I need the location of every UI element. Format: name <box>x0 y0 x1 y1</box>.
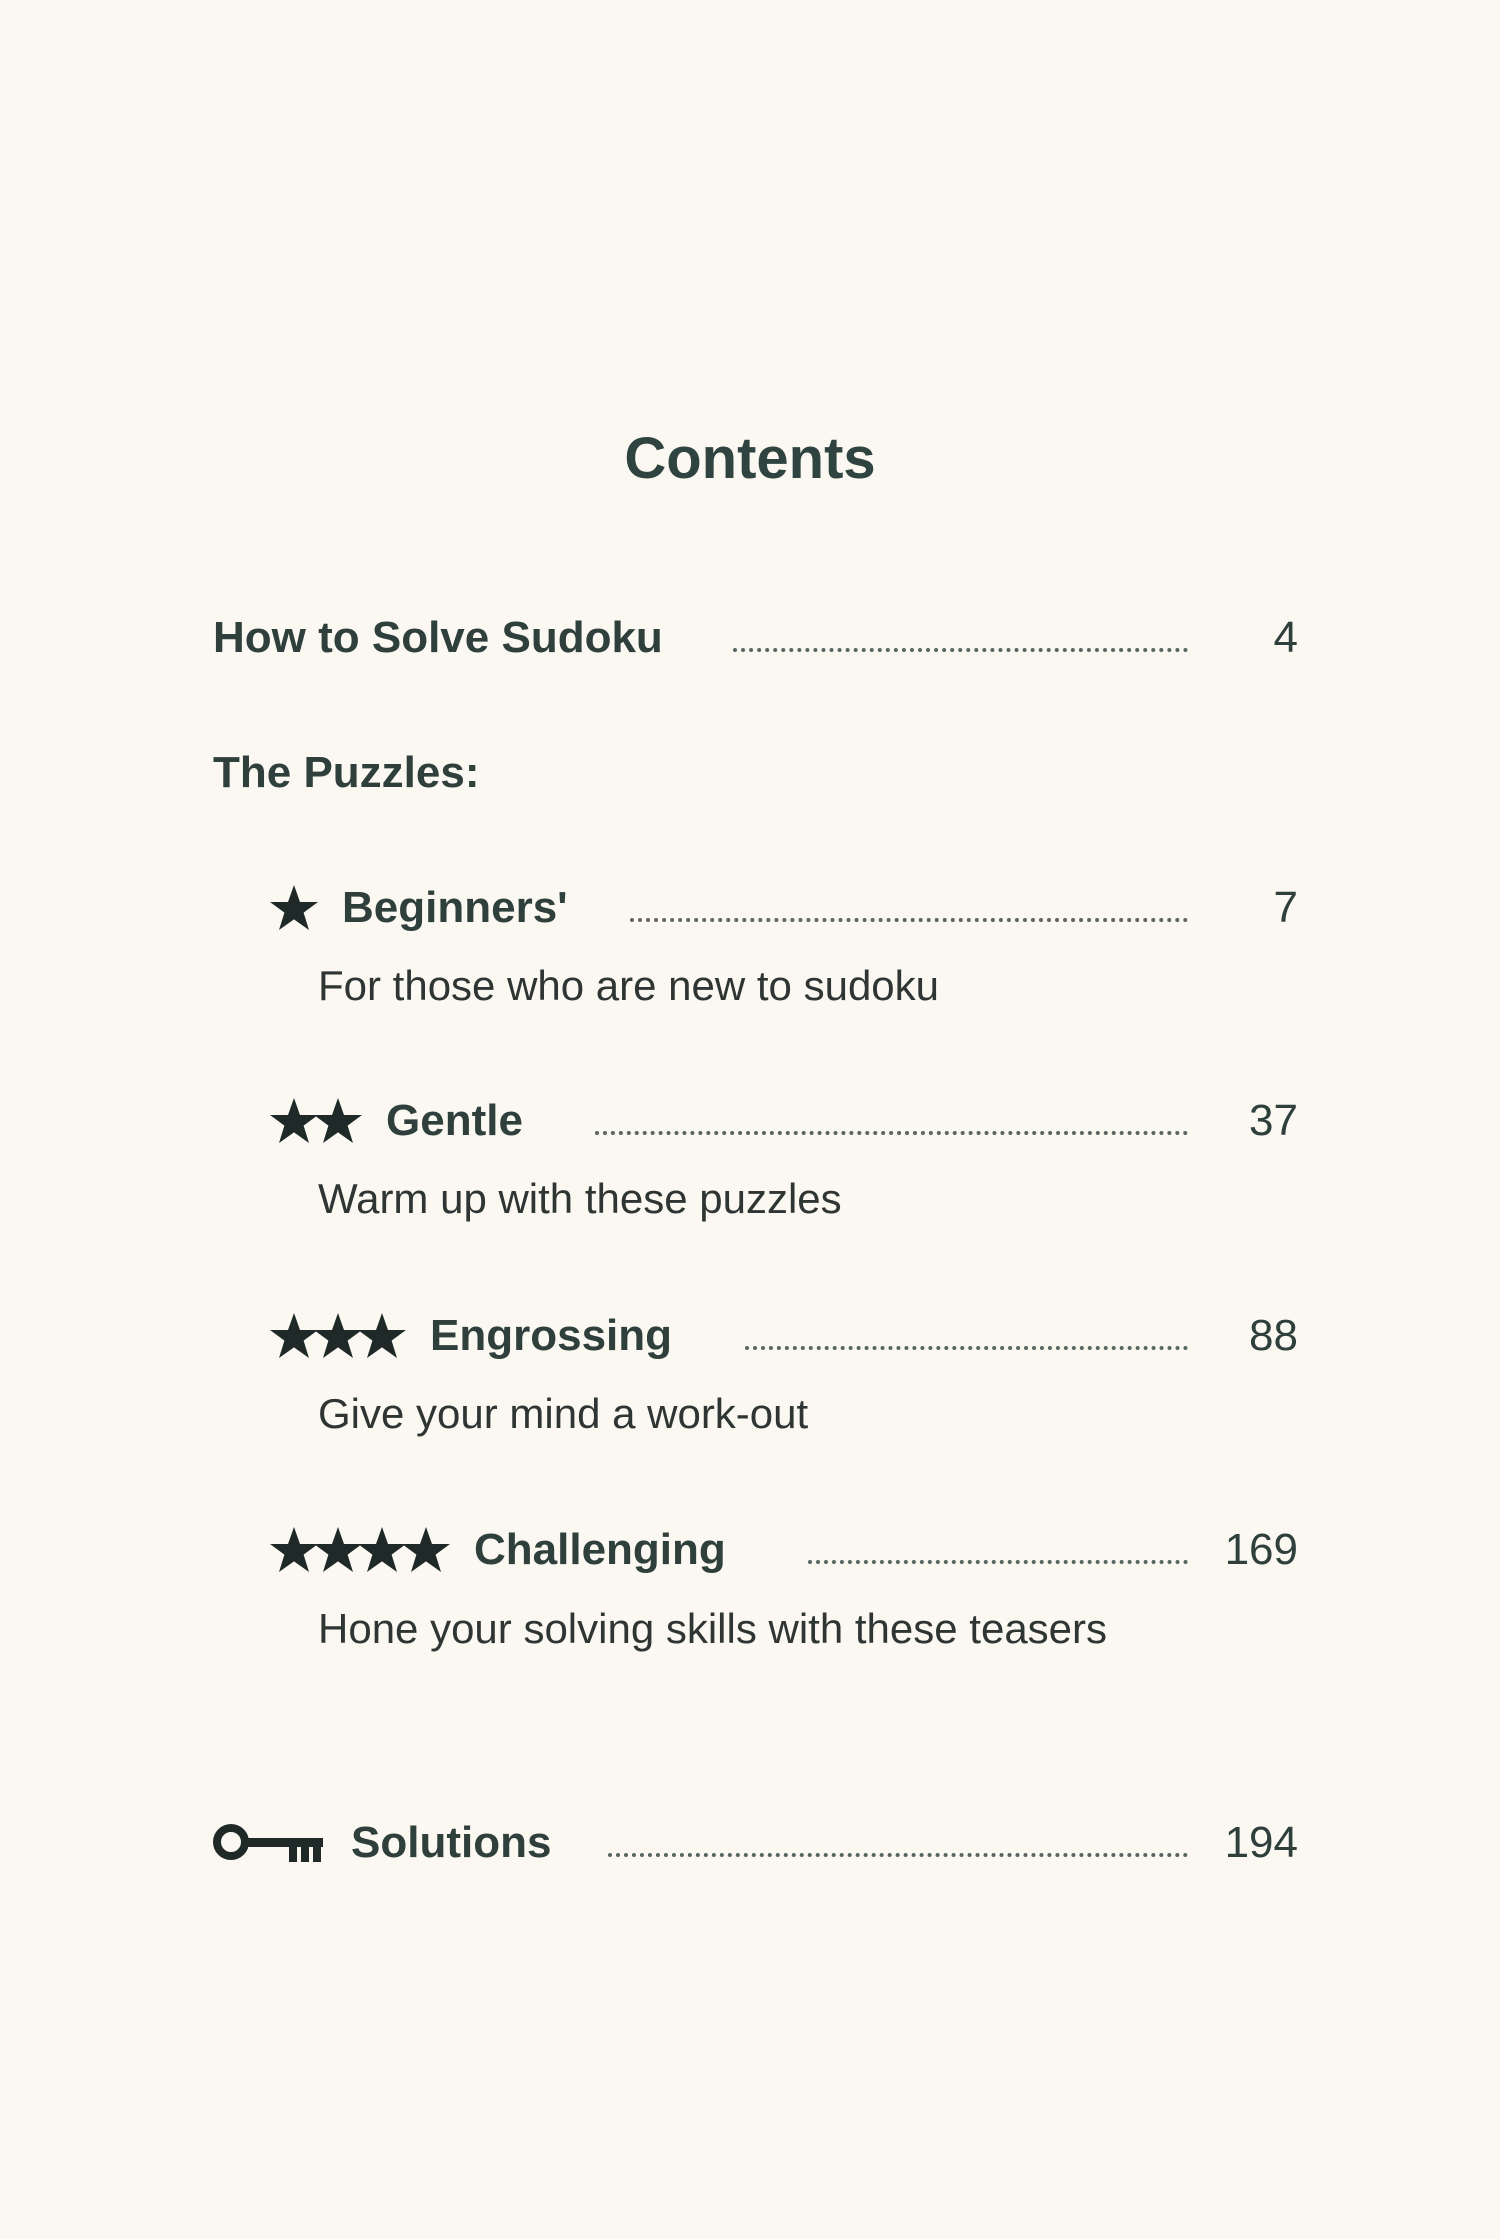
toc-page-number: 88 <box>1249 1311 1298 1360</box>
toc-page-number: 194 <box>1224 1818 1298 1867</box>
toc-entry-label: Beginners' <box>342 883 568 932</box>
difficulty-rating <box>270 885 318 931</box>
difficulty-rating <box>270 1098 362 1144</box>
toc-entry-label: How to Solve Sudoku <box>213 613 663 662</box>
star-icon <box>358 1527 406 1573</box>
toc-entry-engrossing[interactable] <box>270 1308 1298 1364</box>
dot-leader <box>595 1131 1188 1135</box>
level-description: Give your mind a work-out <box>318 1390 809 1437</box>
dot-leader <box>608 1853 1188 1857</box>
dot-leader <box>745 1346 1188 1350</box>
puzzles-heading: The Puzzles: <box>213 748 480 797</box>
toc-entry-how-to-solve[interactable] <box>213 610 1298 666</box>
star-icon <box>314 1098 362 1144</box>
star-icon <box>270 1313 318 1359</box>
difficulty-rating <box>270 1313 406 1359</box>
toc-page-number: 7 <box>1273 883 1298 932</box>
toc-entry-challenging[interactable] <box>270 1522 1298 1578</box>
toc-entry-label: Solutions <box>351 1818 552 1867</box>
star-icon <box>402 1527 450 1573</box>
page-title: Contents <box>624 426 876 491</box>
key-icon <box>213 1818 327 1868</box>
dot-leader <box>733 648 1188 652</box>
star-icon <box>270 1527 318 1573</box>
star-icon <box>358 1313 406 1359</box>
toc-entry-beginners[interactable] <box>270 880 1298 936</box>
dot-leader <box>630 918 1188 922</box>
star-icon <box>270 1098 318 1144</box>
level-description: Hone your solving skills with these teasers <box>318 1605 1108 1652</box>
star-icon <box>314 1527 362 1573</box>
difficulty-rating <box>270 1527 450 1573</box>
dot-leader <box>808 1560 1188 1564</box>
star-icon <box>270 885 318 931</box>
toc-page-number: 4 <box>1273 613 1298 662</box>
toc-entry-label: Challenging <box>474 1525 726 1574</box>
toc-entry-label: Engrossing <box>430 1311 673 1360</box>
toc-entry-label: Gentle <box>386 1096 523 1145</box>
star-icon <box>314 1313 362 1359</box>
toc-page-number: 37 <box>1249 1096 1298 1145</box>
toc-entry-gentle[interactable] <box>270 1093 1298 1149</box>
level-description: Warm up with these puzzles <box>318 1175 842 1222</box>
toc-page-number: 169 <box>1224 1525 1298 1574</box>
level-description: For those who are new to sudoku <box>318 962 940 1009</box>
toc-entry-solutions[interactable] <box>213 1815 1298 1871</box>
